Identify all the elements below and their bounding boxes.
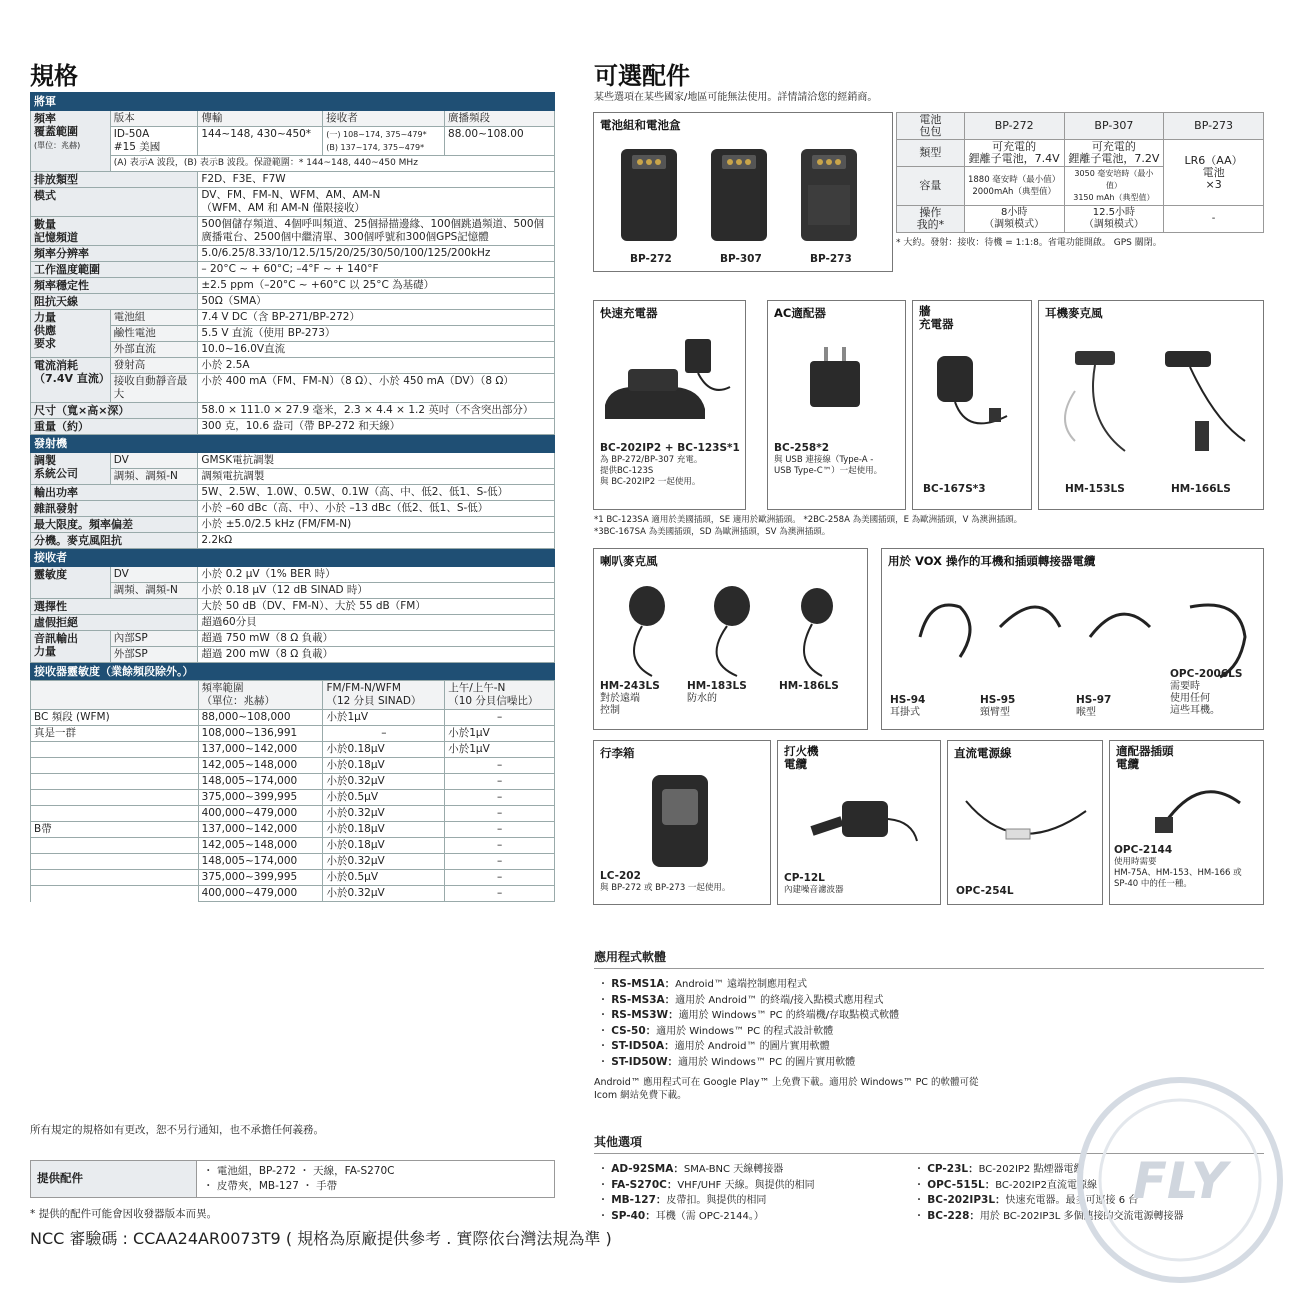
af-val: 超過 750 mW（8 Ω 負載） xyxy=(198,631,555,647)
stability-label: 頻率穩定性 xyxy=(31,278,198,294)
vox-caption xyxy=(1170,669,1242,717)
sens-head: FM/FM-N/WFM （12 分貝 SINAD） xyxy=(323,681,445,710)
speaker-mic-icon xyxy=(602,581,862,681)
sens-cell: 小於0.32μV xyxy=(323,806,445,822)
vox-model: OPC-2006LS xyxy=(1170,668,1243,680)
sens-cell: – xyxy=(445,758,555,774)
ac-adapter-caption xyxy=(774,443,904,477)
af-label: 音訊輸出 力量 xyxy=(31,631,111,663)
vox-desc: 需要時 使用任何 這些耳機。 xyxy=(1170,681,1220,716)
sens-cell: 108,000~136,991 xyxy=(198,726,323,742)
sens-head: 頻率範圍 （單位：兆赫） xyxy=(198,681,323,710)
list-item: ・ ST-ID50W：適用於 Windows™ PC 的圖片實用軟體 xyxy=(598,1055,856,1068)
weight-label: 重量（約） xyxy=(31,419,198,435)
cigarette-cable-icon xyxy=(792,781,932,871)
item-desc: 快速充電器。最多可連接 6 台 xyxy=(1005,1195,1139,1206)
weight-val: 300 克，10.6 盎司（帶 BP-272 和天線） xyxy=(198,419,555,435)
current-val: 小於 2.5A xyxy=(198,358,555,374)
rapid-charger-model: BC-202IP2 + BC-123S*1 xyxy=(600,442,740,454)
bat-cell: 可充電的 鋰離子電池，7.2V xyxy=(1064,140,1164,167)
wall-charger-model: BC-167S*3 xyxy=(923,483,986,495)
bat-cell: LR6（AA） 電池 ×3 xyxy=(1164,140,1264,206)
bat-head: 電池 包包 xyxy=(897,113,965,140)
sens-cell: – xyxy=(323,726,445,742)
bat-col: BP-273 xyxy=(1164,113,1264,140)
sens-cell: 148,005~174,000 xyxy=(198,774,323,790)
sens-cell: 小於1μV xyxy=(445,726,555,742)
speaker-mic-box xyxy=(593,548,868,730)
battery-box xyxy=(593,112,893,272)
power-item: 電池組 xyxy=(110,310,198,326)
battery-bp307-icon xyxy=(711,149,767,241)
item-code: AD-92SMA： xyxy=(611,1163,684,1175)
list-item: ・ CS-50：適用於 Windows™ PC 的程式設計軟體 xyxy=(598,1024,834,1037)
temp-label: 工作溫度範圍 xyxy=(31,262,198,278)
sens-cell: 小於0.32μV xyxy=(323,886,445,902)
supplied-label: 提供配件 xyxy=(31,1161,197,1197)
vox-caption xyxy=(1076,695,1111,719)
current-label: 電流消耗 （7.4V 直流） xyxy=(31,358,111,403)
battery-label: BP-273 xyxy=(810,253,852,265)
list-item: ・ RS-MS1A：Android™ 遠端控制應用程式 xyxy=(598,978,807,990)
sens-cell: – xyxy=(445,870,555,886)
earphone-mic-model: HM-166LS xyxy=(1171,483,1231,495)
item-desc: 用於 BC-202IP3L 多個連接的交流電源轉接器 xyxy=(979,1210,1184,1222)
sens-row xyxy=(31,822,555,838)
item-code: FA-S270C： xyxy=(611,1178,678,1191)
sens-cell xyxy=(31,886,199,902)
emission-val: F2D、F3E、F7W xyxy=(198,172,555,188)
supplied-box xyxy=(30,1160,555,1198)
item-code: OPC-515L： xyxy=(927,1178,996,1191)
power-val: 7.4 V DC（含 BP-271/BP-272） xyxy=(198,310,555,326)
list-item: ・ MB-127：皮帶扣。與提供的相同 xyxy=(598,1194,767,1206)
speaker-mic-caption xyxy=(779,681,839,693)
cigarette-cable-box xyxy=(777,740,941,905)
ac-adapter-title: AC適配器 xyxy=(774,306,826,320)
list-item: ・ CP-23L：BC-202IP2 點煙器電纜 xyxy=(914,1163,1084,1175)
list-item: ・ RS-MS3W：適用於 Windows™ PC 的終端機/存取點模式軟體 xyxy=(598,1009,900,1021)
spurious-val: 小於 –60 dBc（高、中）、小於 –13 dBc（低2、低1、S-低） xyxy=(198,501,555,517)
speaker-mic-model: HM-183LS xyxy=(687,680,747,692)
sens-cell: 小於1μV xyxy=(323,710,445,726)
sens-row xyxy=(31,806,555,822)
power-val: 5.5 V 直流（使用 BP-273） xyxy=(198,326,555,342)
mod-item: 調頻、調頻-N xyxy=(110,469,198,485)
list-item: ・ BC-202IP3L：快速充電器。最多可連接 6 台 xyxy=(914,1194,1139,1206)
bat-cell: 可充電的 鋰離子電池，7.4V xyxy=(964,140,1064,167)
bc-val: 88.00~108.00 xyxy=(445,127,555,156)
sens-blank xyxy=(31,681,199,710)
sens-cell xyxy=(31,838,199,854)
cigarette-cable-model: CP-12L xyxy=(784,872,825,884)
rx-head: 接收者 xyxy=(323,111,445,127)
item-desc: 適用於 Android™ 的圖片實用軟體 xyxy=(674,1041,830,1052)
sens-cell xyxy=(31,742,199,758)
speaker-mic-caption xyxy=(600,681,660,717)
rx-val: (一) 108~174, 375~479* (B) 137~174, 375~479* xyxy=(323,127,445,156)
selectivity-label: 選擇性 xyxy=(31,599,198,615)
battery-box-title: 電池組和電池盒 xyxy=(600,118,681,132)
tx-head: 傳輸 xyxy=(198,111,323,127)
tx-val: 144~148, 430~450* xyxy=(198,127,323,156)
item-desc: BC-202IP2 點煙器電纜 xyxy=(978,1164,1084,1175)
adapter-cable-model: OPC-2144 xyxy=(1114,844,1173,856)
rapid-charger-title: 快速充電器 xyxy=(600,306,658,320)
earphone-mic-box xyxy=(1038,300,1264,510)
vox-headset-title: 用於 VOX 操作的耳機和插頭轉接器電纜 xyxy=(888,554,1096,568)
sens-row xyxy=(31,710,555,726)
adapter-cable-title: 適配器插頭 電纜 xyxy=(1116,744,1174,771)
software-note: Android™ 應用程式可在 Google Play™ 上免費下載。適用於 Windows™ PC 的軟體可從 Icom 網站免費下載。 xyxy=(594,1077,979,1101)
dc-cable-model: OPC-254L xyxy=(956,885,1014,897)
wall-charger-title: 牆 充電器 xyxy=(919,304,954,331)
deviation-label: 最大限度。頻率偏差 xyxy=(31,517,198,533)
item-desc: VHF/UHF 天線。與提供的相同 xyxy=(677,1179,815,1191)
carrying-case-icon xyxy=(644,771,724,871)
item-desc: Android™ 遠端控制應用程式 xyxy=(675,979,807,990)
item-desc: 耳機（需 OPC-2144。） xyxy=(655,1210,764,1222)
item-code: RS-MS1A： xyxy=(611,978,676,990)
current-item: 接收自動靜音最大 xyxy=(110,374,198,403)
cigarette-cable-desc: 內建噪音濾波器 xyxy=(784,885,844,895)
dc-cable-title: 直流電源線 xyxy=(954,746,1012,760)
size-val: 58.0 × 111.0 × 27.9 毫米，2.3 × 4.4 × 1.2 英吋（不含突出部分） xyxy=(198,403,555,419)
sens-cell: 375,000~399,995 xyxy=(198,870,323,886)
sens-row xyxy=(31,790,555,806)
sens-cell: 小於1μV xyxy=(445,742,555,758)
bat-cell: - xyxy=(1164,206,1264,233)
item-desc: SMA-BNC 天線轉接器 xyxy=(683,1164,784,1175)
item-code: RS-MS3W： xyxy=(611,1009,679,1021)
item-desc: 適用於 Windows™ PC 的圖片實用軟體 xyxy=(678,1056,856,1068)
other-options-left xyxy=(594,1162,914,1224)
wall-charger-box xyxy=(912,300,1032,510)
spurious-rej-label: 虛假拒絕 xyxy=(31,615,198,631)
item-code: ST-ID50W： xyxy=(611,1055,679,1068)
mod-val: 調頻電抗調製 xyxy=(198,469,555,485)
sens-cell: 小於0.5μV xyxy=(323,870,445,886)
bat-cell: 3050 毫安培時（最小值） 3150 mAh（典型值） xyxy=(1064,167,1164,206)
emission-label: 排放類型 xyxy=(31,172,198,188)
resolution-val: 5.0/6.25/8.33/10/12.5/15/20/25/30/50/100/125/200kHz xyxy=(198,246,555,262)
cigarette-cable-title: 打火機 電纜 xyxy=(784,744,819,771)
mic-label: 分機。麥克風阻抗 xyxy=(31,533,198,549)
sens-val: 小於 0.2 μV（1% BER 時） xyxy=(198,567,555,583)
sens-cell: 小於0.18μV xyxy=(323,838,445,854)
vox-headset-box xyxy=(881,548,1264,730)
version-head: 版本 xyxy=(110,111,198,127)
vox-model: HS-94 xyxy=(890,694,926,706)
item-code: SP-40： xyxy=(611,1209,656,1222)
adapter-cable-desc: 使用時需要 HM-75A、HM-153、HM-166 或 SP-40 中的任一種。 xyxy=(1114,857,1242,889)
battery-icons xyxy=(616,145,876,245)
sens-cell xyxy=(31,758,199,774)
vox-caption xyxy=(980,695,1015,719)
bat-col: BP-272 xyxy=(964,113,1064,140)
freq-note: (A) 表示A 波段，(B) 表示B 波段。保證範圍：* 144~148, 440~450 MHz xyxy=(110,156,554,172)
speaker-mic-model: HM-186LS xyxy=(779,680,839,692)
section-receiver: 接收者 xyxy=(31,549,555,567)
antenna-label: 阻抗天線 xyxy=(31,294,198,310)
carrying-case-box xyxy=(593,740,771,905)
sens-cell: 137,000~142,000 xyxy=(198,742,323,758)
deviation-val: 小於 ±5.0/2.5 kHz (FM/FM-N) xyxy=(198,517,555,533)
speaker-mic-model: HM-243LS xyxy=(600,680,660,692)
sens-cell: 142,005~148,000 xyxy=(198,838,323,854)
vox-desc: 頸臂型 xyxy=(980,707,1010,718)
memory-label: 數量 記憶頻道 xyxy=(31,217,198,246)
sens-cell: 小於0.5μV xyxy=(323,790,445,806)
modulation-label: 調製 系統公司 xyxy=(31,453,111,485)
temp-val: – 20°C ~ + 60°C; –4°F ~ + 140°F xyxy=(198,262,555,278)
item-desc: 適用於 Windows™ PC 的程式設計軟體 xyxy=(656,1025,834,1037)
spurious-rej-val: 超過60分貝 xyxy=(198,615,555,631)
mode-label: 模式 xyxy=(31,188,198,217)
list-item: ・ ST-ID50A：適用於 Android™ 的圖片實用軟體 xyxy=(598,1040,830,1052)
spec-title: 規格 xyxy=(30,62,78,90)
sens-cell: 142,005~148,000 xyxy=(198,758,323,774)
options-intro: 某些選項在某些國家/地區可能無法使用。詳情請洽您的經銷商。 xyxy=(594,92,878,103)
sens-cell: – xyxy=(445,886,555,902)
list-item: ・ FA-S270C：VHF/UHF 天線。與提供的相同 xyxy=(598,1178,815,1191)
sens-cell: – xyxy=(445,838,555,854)
mod-val: GMSK電抗調製 xyxy=(198,453,555,469)
other-options-title: 其他選項 xyxy=(594,1133,1264,1154)
resolution-label: 頻率分辨率 xyxy=(31,246,198,262)
battery-table xyxy=(896,112,1264,250)
speaker-mic-title: 喇叭麥克風 xyxy=(600,554,658,568)
speaker-mic-desc: 防水的 xyxy=(687,693,717,704)
item-code: CP-23L： xyxy=(927,1163,979,1175)
spec-table xyxy=(30,92,555,902)
item-code: BC-202IP3L： xyxy=(927,1194,1006,1206)
vox-desc: 耳掛式 xyxy=(890,707,920,718)
bat-cell: 12.5小時 （調頻模式） xyxy=(1064,206,1164,233)
selectivity-val: 大於 50 dB（DV、FM-N）、大於 55 dB（FM） xyxy=(198,599,555,615)
charger-notes xyxy=(594,514,1022,538)
sens-cell: 137,000~142,000 xyxy=(198,822,323,838)
adapter-cable-icon xyxy=(1150,773,1260,843)
antenna-val: 50Ω（SMA） xyxy=(198,294,555,310)
vox-desc: 喉型 xyxy=(1076,707,1096,718)
sens-cell xyxy=(31,790,199,806)
watermark-text: FLY xyxy=(1132,1152,1228,1210)
bat-row-label: 類型 xyxy=(897,140,965,167)
cigarette-cable-caption xyxy=(784,873,844,896)
dc-cable-box xyxy=(947,740,1103,905)
sens-cell: – xyxy=(445,774,555,790)
ac-adapter-box xyxy=(767,300,906,510)
carrying-case-desc: 與 BP-272 或 BP-273 一起使用。 xyxy=(600,883,731,893)
item-desc: 適用於 Android™ 的終端/接入點模式應用程式 xyxy=(675,994,884,1006)
sens-cell xyxy=(31,806,199,822)
item-code: BC-228： xyxy=(927,1209,980,1222)
battery-label: BP-272 xyxy=(630,253,672,265)
sens-cell: 小於0.32μV xyxy=(323,774,445,790)
sens-row xyxy=(31,742,555,758)
sens-cell: – xyxy=(445,806,555,822)
supplied-line: ・ 電池組，BP-272 ・ 天線，FA-S270C xyxy=(203,1165,395,1177)
sens-cell: 148,005~174,000 xyxy=(198,854,323,870)
supplied-note: * 提供的配件可能會因收發器版本而異。 xyxy=(30,1208,218,1220)
item-desc: 皮帶扣。與提供的相同 xyxy=(666,1195,767,1206)
sens-cell: 88,000~108,000 xyxy=(198,710,323,726)
size-label: 尺寸（寬×高×深） xyxy=(31,403,198,419)
sens-cell: B帶 xyxy=(31,822,199,838)
current-val: 小於 400 mA（FM、FM-N）（8 Ω）、小於 450 mA（DV）（8 Ω） xyxy=(198,374,555,403)
speaker-mic-caption xyxy=(687,681,747,705)
sens-cell: 375,000~399,995 xyxy=(198,790,323,806)
wall-charger-icon xyxy=(927,346,1022,446)
item-desc: 適用於 Windows™ PC 的終端機/存取點模式軟體 xyxy=(678,1010,900,1021)
sens-cell: 真是一群 xyxy=(31,726,199,742)
rapid-charger-box xyxy=(593,300,746,510)
vox-caption xyxy=(890,695,925,719)
sens-row xyxy=(31,886,555,902)
adapter-cable-box xyxy=(1109,740,1264,905)
software-title: 應用程式軟體 xyxy=(594,948,1264,969)
earphone-mic-icon xyxy=(1045,331,1259,481)
spurious-label: 雜訊發射 xyxy=(31,501,198,517)
bat-cell: 1880 毫安時（最小值） 2000mAh（典型值） xyxy=(964,167,1064,206)
power-label: 力量 供應 要求 xyxy=(31,310,111,358)
ac-adapter-icon xyxy=(798,341,878,421)
ncc-code: NCC 審驗碼 : CCAA24AR0073T9 ( 規格為原廠提供參考 . 實際依台灣法規為準 ) xyxy=(30,1229,612,1248)
sens-cell xyxy=(31,774,199,790)
sens-cell: 400,000~479,000 xyxy=(198,886,323,902)
carrying-case-model: LC-202 xyxy=(600,870,641,882)
adapter-cable-caption xyxy=(1114,845,1242,890)
charger-note: *1 BC-123SA 適用於美國插頭，SE 適用於歐洲插頭。 *2BC-258A 為美國插頭，E 為歐洲插頭，V 為澳洲插頭。 xyxy=(594,515,1023,525)
sens-cell xyxy=(31,854,199,870)
af-val: 超過 200 mW（8 Ω 負載） xyxy=(198,647,555,663)
sens-cell: BC 頻段 (WFM) xyxy=(31,710,199,726)
item-code: RS-MS3A： xyxy=(611,993,676,1006)
rapid-charger-caption xyxy=(600,443,745,488)
sens-cell: – xyxy=(445,854,555,870)
sensitivity-label: 靈敏度 xyxy=(31,567,111,599)
carrying-case-caption xyxy=(600,871,730,894)
rapid-charger-icon xyxy=(600,327,740,427)
sens-cell: – xyxy=(445,710,555,726)
list-item: ・ AD-92SMA：SMA-BNC 天線轉接器 xyxy=(598,1163,784,1175)
sens-head: 上午/上午-N （10 分貝信噪比） xyxy=(445,681,555,710)
section-rx-sensitivity: 接收器靈敏度（業餘頻段除外。） xyxy=(31,663,555,681)
list-item: ・ RS-MS3A：適用於 Android™ 的終端/接入點模式應用程式 xyxy=(598,993,884,1006)
sens-item: 調頻、調頻-N xyxy=(110,583,198,599)
sens-val: 小於 0.18 μV（12 dB SINAD 時） xyxy=(198,583,555,599)
ac-adapter-desc: 與 USB 連接線（Type-A - USB Type-C™）一起使用。 xyxy=(774,455,883,476)
vox-model: HS-97 xyxy=(1076,694,1112,706)
stability-val: ±2.5 ppm（–20°C ~ +60°C 以 25°C 為基礎） xyxy=(198,278,555,294)
bat-row-label: 操作 我的* xyxy=(897,206,965,233)
sens-cell: 小於0.32μV xyxy=(323,854,445,870)
list-item: ・ BC-228：用於 BC-202IP3L 多個連接的交流電源轉接器 xyxy=(914,1209,1184,1222)
memory-val: 500個儲存頻道、4個呼叫頻道、25個掃描邊緣、100個跳過頻道、500個廣播電台、2500個中繼清單、300個呼號和300個GPS記憶體 xyxy=(198,217,555,246)
sens-row xyxy=(31,870,555,886)
disclaimer: 所有規定的規格如有更改，恕不另行通知，也不承擔任何義務。 xyxy=(30,1124,324,1136)
charger-note: *3BC-167SA 為美國插頭，SD 為歐洲插頭，SV 為澳洲插頭。 xyxy=(594,527,831,537)
sens-row xyxy=(31,726,555,742)
item-code: ST-ID50A： xyxy=(611,1040,675,1052)
power-item: 鹼性電池 xyxy=(110,326,198,342)
battery-label: BP-307 xyxy=(720,253,762,265)
sens-cell: – xyxy=(445,790,555,806)
item-code: MB-127： xyxy=(611,1194,667,1206)
battery-bp272-icon xyxy=(621,149,677,241)
sens-cell: 小於0.18μV xyxy=(323,742,445,758)
speaker-mic-desc: 對於遠端 控制 xyxy=(600,693,640,716)
section-general: 將軍 xyxy=(31,93,555,111)
sens-cell xyxy=(31,870,199,886)
sens-row xyxy=(31,774,555,790)
item-code: CS-50： xyxy=(611,1024,657,1037)
options-title: 可選配件 xyxy=(594,62,690,90)
mode-val: DV、FM、FM-N、WFM、AM、AM-N （WFM、AM 和 AM-N 僅限接收） xyxy=(198,188,555,217)
battery-bp273-icon xyxy=(801,149,857,241)
earphone-mic-model: HM-153LS xyxy=(1065,483,1125,495)
rapid-charger-desc: 為 BP-272/BP-307 充電。 提供BC-123S 與 BC-202IP2 一起使用。 xyxy=(600,455,703,487)
carrying-case-title: 行李箱 xyxy=(600,746,635,760)
sens-item: DV xyxy=(110,567,198,583)
vox-model: HS-95 xyxy=(980,694,1016,706)
ac-adapter-model: BC-258*2 xyxy=(774,442,830,454)
power-val: 10.0~16.0V直流 xyxy=(198,342,555,358)
sens-cell: 小於0.18μV xyxy=(323,822,445,838)
software-list xyxy=(594,977,1264,1070)
list-item: ・ SP-40：耳機（需 OPC-2144。） xyxy=(598,1209,764,1222)
output-label: 輸出功率 xyxy=(31,485,198,501)
section-transmitter: 發射機 xyxy=(31,435,555,453)
freq-coverage-label: 頻率 覆蓋範圍 (單位：兆赫) xyxy=(31,111,111,172)
list-item: ・ OPC-515L：BC-202IP2直流電源線 xyxy=(914,1178,1097,1191)
sens-cell: 小於0.18μV xyxy=(323,758,445,774)
item-desc: BC-202IP2直流電源線 xyxy=(995,1179,1097,1191)
watermark-logo-icon xyxy=(1070,1070,1290,1290)
dc-cable-icon xyxy=(956,781,1096,871)
sens-cell: 400,000~479,000 xyxy=(198,806,323,822)
af-item: 內部SP xyxy=(110,631,198,647)
supplied-line: ・ 皮帶夾，MB-127 ・ 手帶 xyxy=(203,1180,338,1192)
af-item: 外部SP xyxy=(110,647,198,663)
bat-row-label: 容量 xyxy=(897,167,965,206)
power-item: 外部直流 xyxy=(110,342,198,358)
bat-cell: 8小時 （調頻模式） xyxy=(964,206,1064,233)
bc-head: 廣播頻段 xyxy=(445,111,555,127)
mic-val: 2.2kΩ xyxy=(198,533,555,549)
current-item: 發射高 xyxy=(110,358,198,374)
sens-cell: – xyxy=(445,822,555,838)
version-val: ID-50A #15 美國 xyxy=(110,127,198,156)
sens-row xyxy=(31,854,555,870)
sens-row xyxy=(31,758,555,774)
earphone-mic-title: 耳機麥克風 xyxy=(1045,306,1103,320)
output-val: 5W、2.5W、1.0W、0.5W、0.1W（高、中、低2、低1、S-低） xyxy=(198,485,555,501)
battery-note: * 大約。發射：接收：待機 = 1:1:8。省電功能開啟。 GPS 關閉。 xyxy=(896,238,1162,248)
sens-row xyxy=(31,838,555,854)
bat-col: BP-307 xyxy=(1064,113,1164,140)
mod-item: DV xyxy=(110,453,198,469)
